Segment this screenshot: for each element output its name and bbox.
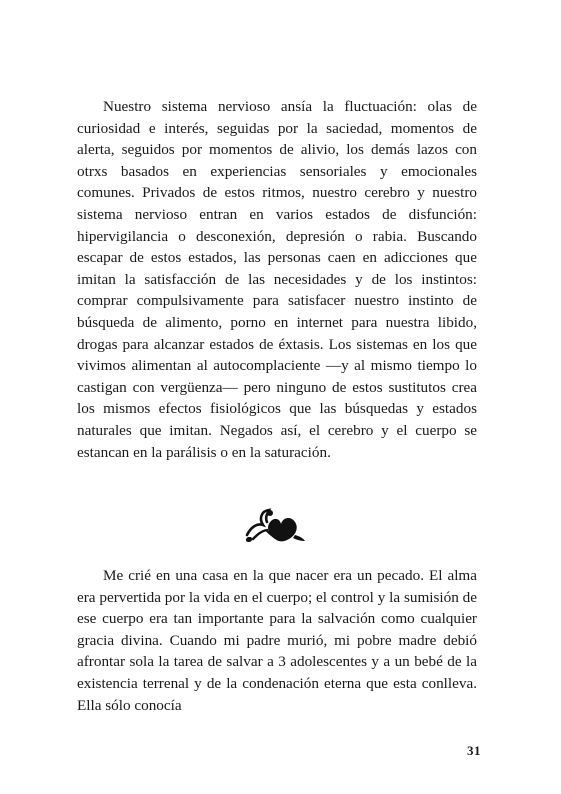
page-number: 31 bbox=[467, 743, 481, 758]
body-paragraph-2: Me crié en una casa en la que nacer era un pecado. El alma era pervertida por la vida en el cuerpo; el control y la sumisión de ese cuerpo era tan importante para la salvación como cualquier gracia divina. Cuando mi padre murió, mi pobre madre debió afrontar sola la tarea de salvar a 3 adolescentes y a un bebé de la existencia terrenal y de la condenación eterna que esta conlleva. Ella sólo conocía bbox=[77, 567, 477, 714]
fleuron-ornament-icon bbox=[243, 505, 307, 545]
body-paragraph-1: Nuestro sistema nervioso ansía la fluctuación: olas de curiosidad e interés, seguidas por la saciedad, momentos de alerta, seguidos por momentos de alivio, los demás lazos con otrxs basados en experiencias sensoriales y emocionales comunes. Privados de estos ritmos, nuestro cerebro y nuestro sistema nervioso entran en varios estados de disfunción: hipervigilancia o desconexión, depresión o rabia. Buscando escapar de estos estados, las personas caen en adicciones que imitan la satisfacción de las necesidades y de los instintos: comprar compulsivamente para satisfacer nuestro instinto de búsqueda de alimento, porno en internet para nuestra libido, drogas para alcanzar estados de éxtasis. Los sistemas en los que vivimos alimentan al autocomplaciente —y al mismo tiempo lo castigan con vergüenza— pero ninguno de estos sustitutos crea los mismos efectos fisiológicos que las búsquedas y estados naturales que imitan. Negados así, el cerebro y el cuerpo se estancan en la parálisis o en la saturación. bbox=[77, 98, 477, 461]
